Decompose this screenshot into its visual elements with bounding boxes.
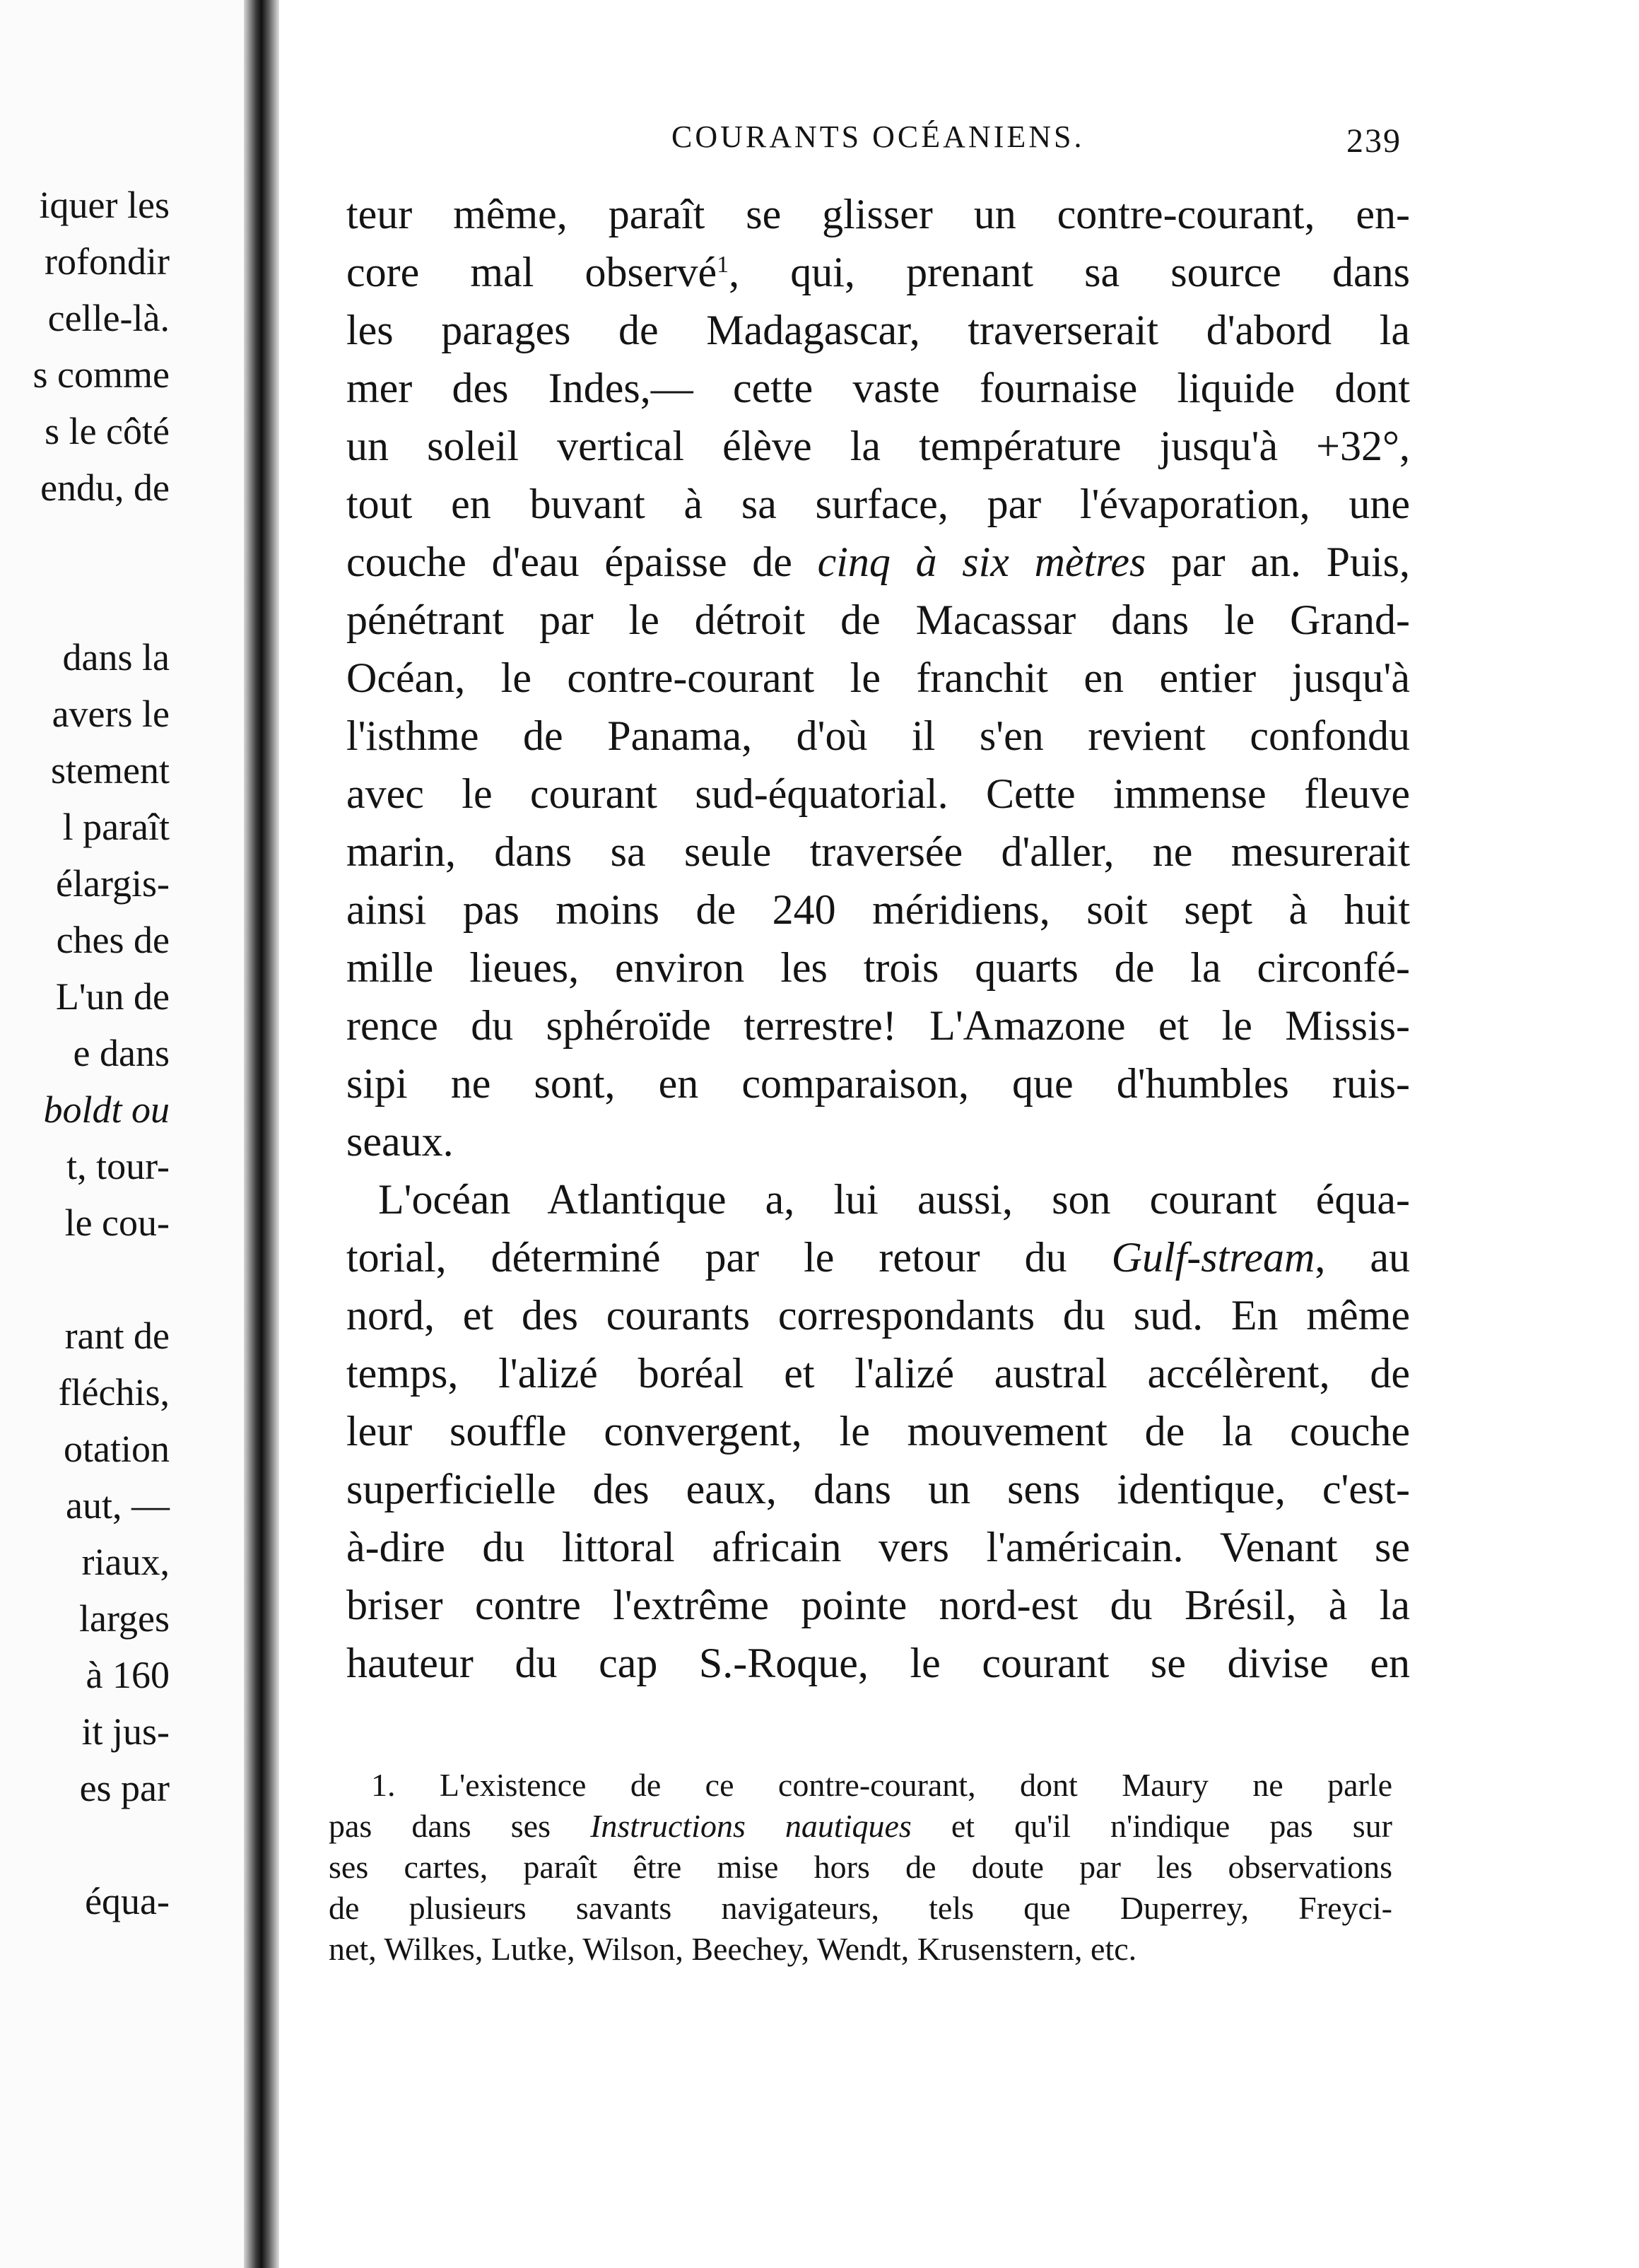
book-page xyxy=(279,0,1639,2268)
facing-page-line: ches de xyxy=(56,919,170,961)
facing-page-line: es par xyxy=(79,1767,170,1809)
text-line: teur même, paraît se glisser un contre-courant, en- xyxy=(346,191,1410,237)
text-line: ainsi pas moins de 240 méridiens, soit sept à huit xyxy=(346,886,1410,933)
footnote-line: net, Wilkes, Lutke, Wilson, Beechey, Wendt, Krusenstern, etc. xyxy=(329,1931,1137,1967)
facing-page-line: stement xyxy=(51,749,170,792)
book-gutter xyxy=(244,0,279,2268)
text-line: pénétrant par le détroit de Macassar dans le Grand- xyxy=(346,597,1410,643)
footnote-line: ses cartes, paraît être mise hors de doute par les observations xyxy=(329,1849,1392,1885)
facing-page-line: avers le xyxy=(52,693,170,735)
text-line: mer des Indes,— cette vaste fournaise liquide dont xyxy=(346,365,1410,411)
facing-page-line: otation xyxy=(64,1428,170,1470)
text-line: marin, dans sa seule traversée d'aller, ne mesurerait xyxy=(346,828,1410,875)
footnote-line: pas dans ses Instructions nautiques et qu'il n'indique pas sur xyxy=(329,1808,1392,1844)
text-line: tout en buvant à sa surface, par l'évaporation, une xyxy=(346,481,1410,527)
facing-page-fragment xyxy=(0,0,247,2268)
text-line: superficielle des eaux, dans un sens identique, c'est- xyxy=(346,1466,1410,1512)
text-line: nord, et des courants correspondants du sud. En même xyxy=(346,1292,1410,1339)
facing-page-line: élargis- xyxy=(56,862,170,905)
text-line: leur souffle convergent, le mouvement de la couche xyxy=(346,1408,1410,1455)
facing-page-line: larges xyxy=(79,1597,170,1640)
facing-page-line: boldt ou xyxy=(43,1088,170,1131)
facing-page-line: e dans xyxy=(73,1032,170,1074)
facing-page-line: rofondir xyxy=(45,240,170,283)
facing-page-line: s comme xyxy=(33,353,170,396)
facing-page-line: le cou- xyxy=(64,1201,170,1244)
facing-page-line: s le côté xyxy=(45,410,170,452)
italic-phrase: Gulf-stream xyxy=(1111,1234,1315,1281)
text-line: avec le courant sud-équatorial. Cette immense fleuve xyxy=(346,770,1410,817)
text-line: temps, l'alizé boréal et l'alizé austral accélèrent, de xyxy=(346,1350,1410,1397)
facing-page-line: à 160 xyxy=(86,1654,170,1696)
text-line: L'océan Atlantique a, lui aussi, son courant équa- xyxy=(378,1176,1410,1223)
text-line: l'isthme de Panama, d'où il s'en revient confondu xyxy=(346,712,1410,759)
text-line: core mal observé$^1$, qui, prenant sa source dans xyxy=(346,249,1410,295)
facing-page-line: t, tour- xyxy=(66,1145,170,1187)
italic-phrase: Instructions nautiques xyxy=(590,1808,912,1844)
facing-page-line: rant de xyxy=(64,1315,170,1357)
text-line: un soleil vertical élève la température jusqu'à +32°, xyxy=(346,423,1410,469)
text-line: briser contre l'extrême pointe nord-est du Brésil, à la xyxy=(346,1582,1410,1628)
page-number: 239 xyxy=(1346,122,1402,160)
facing-page-line: l paraît xyxy=(62,806,170,848)
text-line: mille lieues, environ les trois quarts de la circonfé- xyxy=(346,944,1410,991)
facing-page-line: celle-là. xyxy=(47,297,170,339)
facing-page-line: aut, — xyxy=(66,1484,170,1527)
text-line: torial, déterminé par le retour du Gulf-stream, au xyxy=(346,1234,1410,1281)
text-line: couche d'eau épaisse de cinq à six mètres par an. Puis, xyxy=(346,539,1411,585)
footnote xyxy=(329,1765,1392,1970)
text-line: seaux. xyxy=(346,1118,454,1165)
facing-page-line: riaux, xyxy=(81,1541,170,1583)
text-line: Océan, le contre-courant le franchit en entier jusqu'à xyxy=(346,654,1410,701)
facing-page-line: it jus- xyxy=(81,1710,170,1753)
facing-page-line: fléchis, xyxy=(58,1371,170,1414)
text-line: sipi ne sont, en comparaison, que d'humbles ruis- xyxy=(346,1060,1410,1107)
text-line: hauteur du cap S.-Roque, le courant se divise en xyxy=(346,1640,1410,1686)
facing-page-line: équa- xyxy=(85,1880,170,1922)
facing-page-line: dans la xyxy=(62,636,170,678)
italic-phrase: cinq à six mètres xyxy=(817,539,1146,585)
text-line: les parages de Madagascar, traverserait d'abord la xyxy=(346,307,1410,353)
facing-page-line: L'un de xyxy=(55,975,170,1018)
text-line: à-dire du littoral africain vers l'américain. Venant se xyxy=(346,1524,1410,1570)
body-text xyxy=(346,185,1410,1692)
footnote-marker: 1 xyxy=(717,252,729,278)
running-head: COURANTS OCÉANIENS. xyxy=(671,119,1085,154)
footnote-line: 1. L'existence de ce contre-courant, dont Maury ne parle xyxy=(371,1767,1392,1803)
text-line: rence du sphéroïde terrestre! L'Amazone et le Missis- xyxy=(346,1002,1410,1049)
footnote-line: de plusieurs savants navigateurs, tels que Duperrey, Freyci- xyxy=(329,1890,1392,1926)
facing-page-line: iquer les xyxy=(39,184,170,226)
facing-page-line: endu, de xyxy=(40,466,170,509)
